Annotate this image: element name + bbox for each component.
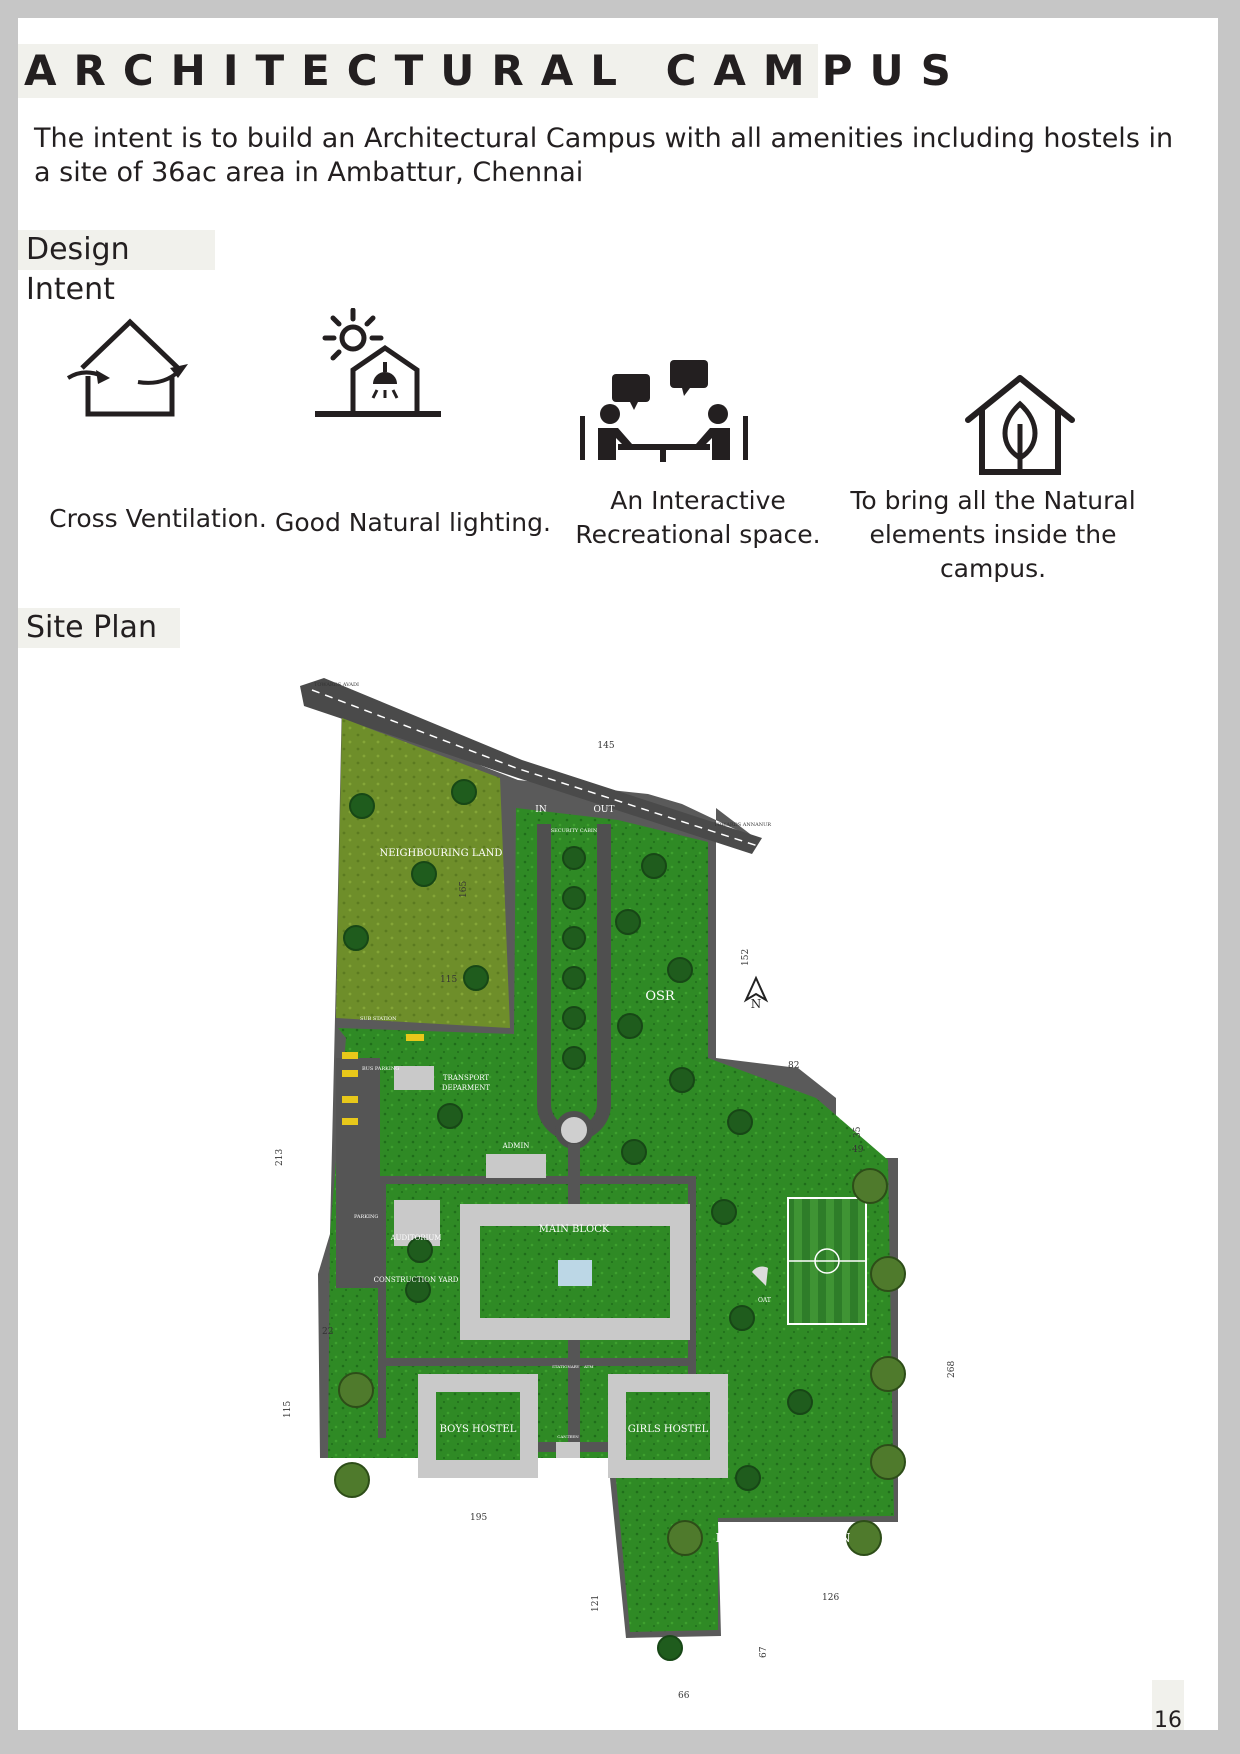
caption-natural-lighting: Good Natural lighting. [275,508,551,537]
dim-ext-side: 121 [591,1594,601,1612]
label-neighbouring-land: NEIGHBOURING LAND [379,848,503,859]
dim-west-lower: 115 [283,1400,293,1418]
caption-cross-ventilation: Cross Ventilation. [49,504,267,533]
label-canteen: CANTEEN [557,1434,579,1439]
label-security-cabin: SECURITY CABIN [550,828,598,834]
label-atm: ATM [584,1364,594,1369]
label-substation: SUB STATION [360,1016,397,1022]
dim-east-upper: 152 [741,948,751,966]
page-title: ARCHITECTURAL CAMPUS [24,46,968,95]
dim-top: 145 [597,741,615,751]
page-number: 16 [1154,1708,1182,1733]
dim-south: 195 [470,1513,488,1523]
label-stationary: STATIONARY [552,1364,580,1369]
dim-nl-side: 165 [459,880,469,898]
dim-east-step: 82 [788,1061,800,1071]
caption-natural-elements: To bring all the Natural elements inside the campus. [850,486,1136,583]
transport-building [394,1066,434,1090]
label-in: IN [535,805,547,815]
dim-ext-bottom: 66 [678,1691,690,1701]
admin-building [486,1154,546,1178]
dim-west: 213 [275,1148,285,1166]
dim-se-side: 67 [759,1646,769,1658]
label-transport-2: DEPARMENT [441,1084,491,1092]
caption-interactive-space: An Interactive Recreational space. [575,486,821,549]
page [18,18,1218,1733]
design-intent-heading: Design Intent [18,230,215,270]
label-boys-hostel: BOYS HOSTEL [439,1424,517,1435]
label-transport-1: TRANSPORT [442,1074,490,1082]
dim-se-bottom: 126 [822,1593,840,1603]
dim-east-step2: 49 [852,1145,864,1155]
label-future-expansion: FUTURE EXPANSION [715,1531,851,1545]
dim-nl-bottom: 115 [440,975,458,985]
dim-east-main: 268 [947,1360,957,1378]
label-towards-annanur: TOWARDS ANNANUR [714,822,772,828]
label-parking: PARKING [354,1214,379,1220]
intro-text: The intent is to build an Architectural Campus with all amenities including hostels in a site of 36ac area in Ambattur, Chennai [34,123,1174,188]
label-auditorium: AUDITORIUM [390,1234,442,1242]
label-oat: OAT [758,1297,771,1304]
label-girls-hostel: GIRLS HOSTEL [627,1424,709,1435]
label-north: N [750,997,762,1011]
label-main-block: MAIN BLOCK [538,1224,610,1235]
canteen-building [556,1442,580,1458]
label-admin: ADMIN [502,1142,530,1150]
dim-east-small: 35 [853,1126,863,1138]
site-plan-heading: Site Plan [18,608,180,648]
parking-strip [336,1058,380,1288]
site-plan-drawing [18,18,1218,1730]
label-osr: OSR [645,989,675,1004]
label-out: OUT [593,805,615,815]
label-towards-avadi: TOWARDS AVADI [314,682,359,688]
football-field [788,1198,866,1324]
label-construction-yard: CONSTRUCTION YARD [373,1276,459,1284]
label-bus-parking: BUS PARKING [362,1066,400,1072]
dim-west-notch: 22 [322,1327,334,1337]
